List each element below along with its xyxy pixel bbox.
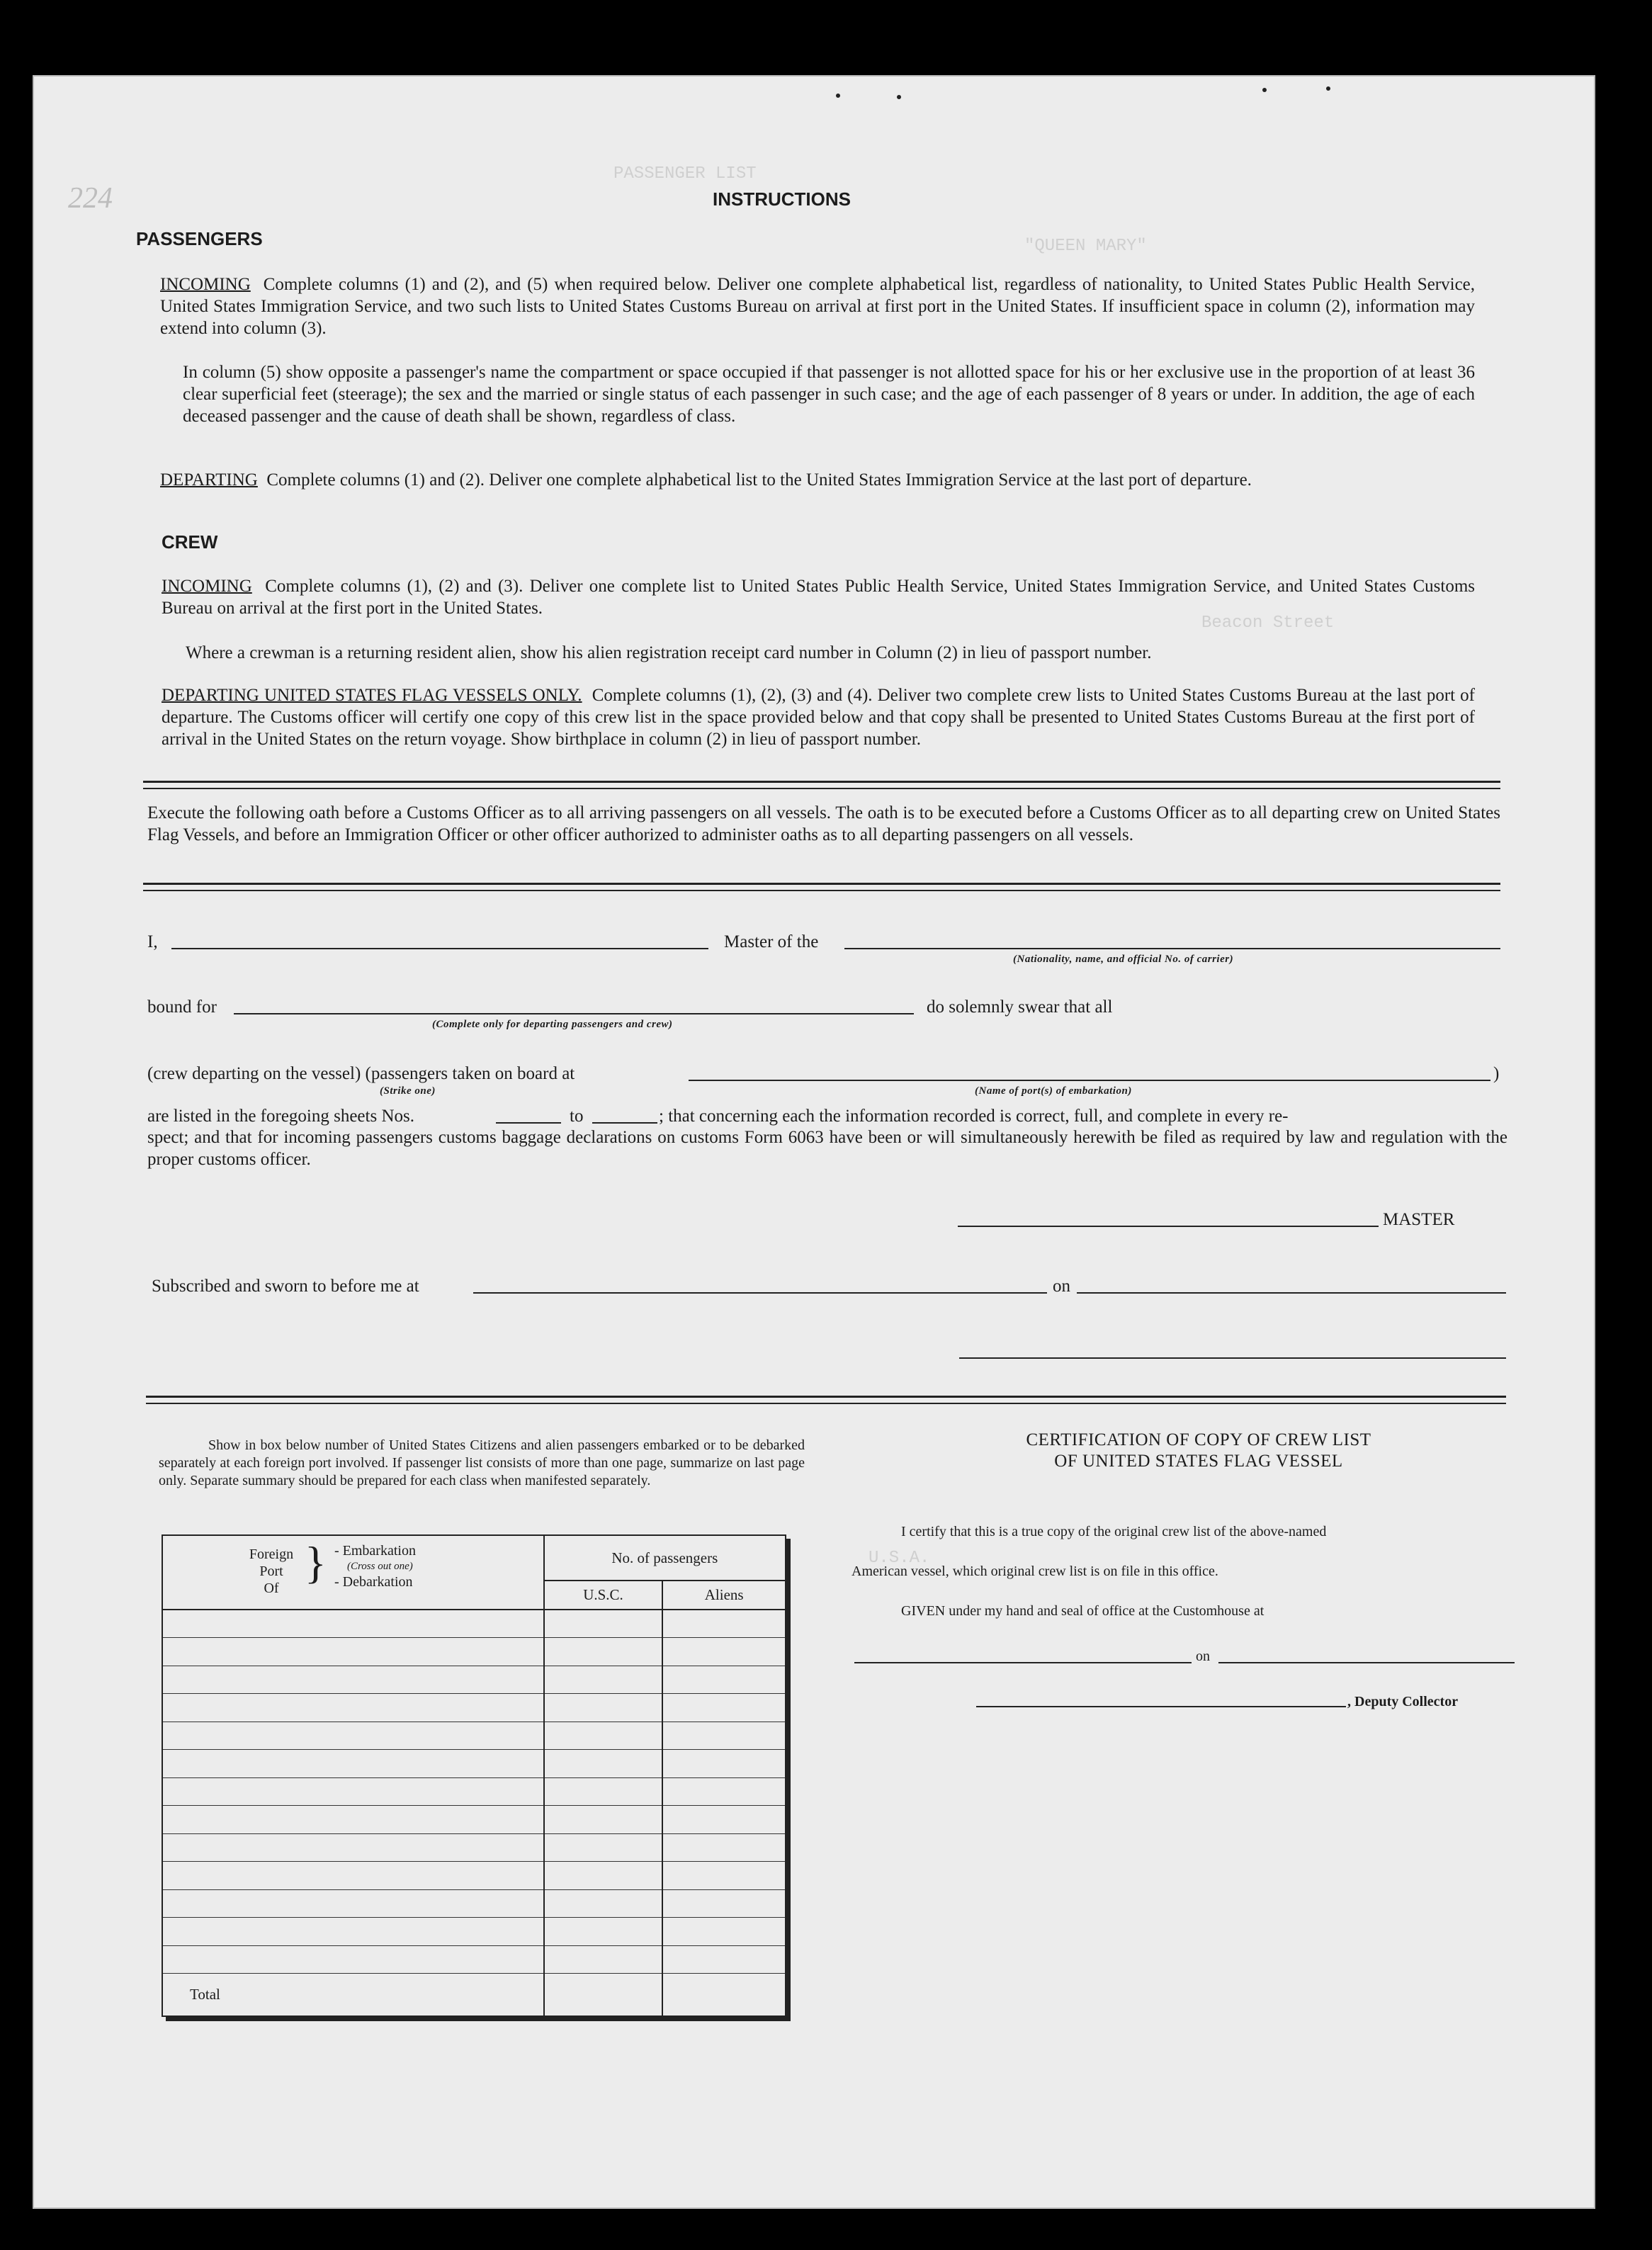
usc-cell[interactable] xyxy=(544,1806,663,1834)
oath-intro: Execute the following oath before a Customs Officer as to all arriving passengers on all vessels. The oath is to be executed before a Customs Officer as to all departing crew on United States Flag Vessels, and before an Immigration Officer or other officer authorized to administer oaths as to all departing passengers on all vessels. xyxy=(147,803,1500,844)
certification-text-2: American vessel, which original crew list is on file in this office. xyxy=(852,1564,1218,1579)
aliens-cell[interactable] xyxy=(662,1889,786,1918)
port-cell[interactable] xyxy=(162,1694,544,1722)
deputy-signature-field[interactable] xyxy=(976,1706,1346,1707)
port-cell[interactable] xyxy=(162,1889,544,1918)
passengers-departing-label: DEPARTING xyxy=(160,470,258,490)
passengers-incoming-label: INCOMING xyxy=(160,275,251,294)
double-rule xyxy=(143,781,1500,789)
table-row xyxy=(162,1610,786,1638)
bound-for-label: bound for xyxy=(147,997,217,1017)
port-cell[interactable] xyxy=(162,1918,544,1946)
listed-sheets-text-c: spect; and that for incoming passengers customs baggage declarations on customs Form 6063 have been or will simultaneously herewith be filed as required by law and regulation with the proper customs officer. xyxy=(147,1128,1507,1169)
to-label: to xyxy=(570,1107,584,1126)
port-cell[interactable] xyxy=(162,1638,544,1666)
certification-on-label: on xyxy=(1196,1649,1210,1664)
master-name-field[interactable] xyxy=(171,948,708,949)
usc-cell[interactable] xyxy=(544,1889,663,1918)
page-title: INSTRUCTIONS xyxy=(713,188,851,210)
passenger-summary-table xyxy=(162,1534,786,2017)
port-cell[interactable] xyxy=(162,1777,544,1806)
port-caption: (Name of port(s) of embarkation) xyxy=(975,1085,1132,1097)
flag-vessels-text: Complete columns (1), (2), (3) and (4). Deliver two complete crew lists to United States Customs Bureau at the last port of departure. The Customs officer will certify one copy of this crew list in the space provided below and that copy shall be presented to United States Customs Bureau at the first port of arrival in the United States on the return voyage. Show birthplace in column (2) in lieu of passport number. xyxy=(162,686,1475,749)
table-row xyxy=(162,1918,786,1946)
close-paren: ) xyxy=(1493,1064,1500,1083)
usc-cell[interactable] xyxy=(544,1918,663,1946)
certification-text-1: I certify that this is a true copy of the original crew list of the above-named xyxy=(901,1524,1327,1539)
aliens-cell[interactable] xyxy=(662,1666,786,1694)
strike-caption: (Strike one) xyxy=(380,1085,436,1097)
master-label: MASTER xyxy=(1383,1210,1455,1229)
aliens-cell[interactable] xyxy=(662,1610,786,1638)
foreign-port-of-label: Foreign Port Of xyxy=(249,1547,294,1596)
no-passengers-header: No. of passengers xyxy=(544,1535,786,1581)
aliens-cell[interactable] xyxy=(662,1806,786,1834)
listed-sheets-text: are listed in the foregoing sheets Nos. xyxy=(147,1107,414,1126)
passengers-heading: PASSENGERS xyxy=(136,228,263,249)
table-row xyxy=(162,1862,786,1890)
usc-cell[interactable] xyxy=(544,1722,663,1750)
passengers-incoming-paragraph xyxy=(160,273,1475,339)
aliens-cell[interactable] xyxy=(662,1777,786,1806)
usc-cell[interactable] xyxy=(544,1638,663,1666)
port-cell[interactable] xyxy=(162,1666,544,1694)
form-page xyxy=(33,75,1595,2209)
margin-handwriting: 224 xyxy=(68,182,113,215)
port-cell[interactable] xyxy=(162,1862,544,1890)
embark-debark-label: - Embarkation (Cross out one) - Debarkation xyxy=(334,1543,416,1590)
table-row xyxy=(162,1750,786,1778)
aliens-cell[interactable] xyxy=(662,1750,786,1778)
master-signature-field[interactable] xyxy=(958,1226,1379,1227)
sworn-date-field[interactable] xyxy=(1077,1292,1506,1294)
bleed-through-text: "QUEEN MARY" xyxy=(1024,237,1147,256)
port-cell[interactable] xyxy=(162,1722,544,1750)
summary-note: Show in box below number of United States Citizens and alien passengers embarked or to be debarked separately at each foreign port involved. If passenger list consists of more than one page, summarize on last page only. Separate summary should be prepared for each class when manifested separately. xyxy=(159,1437,805,1488)
total-label: Total xyxy=(162,1974,544,2016)
customhouse-field[interactable] xyxy=(854,1662,1192,1663)
strike-one-text: (crew departing on the vessel) (passengers taken on board at xyxy=(147,1064,575,1083)
table-row xyxy=(162,1694,786,1722)
crew-heading: CREW xyxy=(162,531,218,553)
usc-cell[interactable] xyxy=(544,1750,663,1778)
certification-date-field[interactable] xyxy=(1218,1662,1515,1663)
total-usc-cell[interactable] xyxy=(544,1974,663,2016)
crew-incoming-label: INCOMING xyxy=(162,577,252,596)
bound-for-field[interactable] xyxy=(234,1013,914,1014)
scan-speck xyxy=(1326,86,1330,91)
swear-label: do solemnly swear that all xyxy=(927,997,1113,1017)
aliens-cell[interactable] xyxy=(662,1722,786,1750)
usc-header: U.S.C. xyxy=(544,1581,663,1610)
port-cell[interactable] xyxy=(162,1945,544,1974)
sheet-to-field[interactable] xyxy=(592,1122,657,1124)
usc-cell[interactable] xyxy=(544,1666,663,1694)
usc-cell[interactable] xyxy=(544,1945,663,1974)
table-row xyxy=(162,1806,786,1834)
brace-icon: } xyxy=(305,1537,327,1588)
flag-vessels-label: DEPARTING UNITED STATES FLAG VESSELS ONLY. xyxy=(162,686,582,705)
port-of-embarkation-field[interactable] xyxy=(689,1080,1490,1081)
usc-cell[interactable] xyxy=(544,1610,663,1638)
port-cell[interactable] xyxy=(162,1750,544,1778)
table-row xyxy=(162,1889,786,1918)
passengers-departing-text: Complete columns (1) and (2). Deliver one complete alphabetical list to the United States Immigration Service at the last port of departure. xyxy=(266,470,1252,490)
double-rule xyxy=(143,883,1500,891)
table-row xyxy=(162,1722,786,1750)
table-row xyxy=(162,1945,786,1974)
table-row xyxy=(162,1833,786,1862)
scan-speck xyxy=(897,95,901,99)
aliens-cell[interactable] xyxy=(662,1833,786,1862)
port-cell[interactable] xyxy=(162,1833,544,1862)
column5-paragraph: In column (5) show opposite a passenger's name the compartment or space occupied if that passenger is not allotted space for his or her exclusive use in the proportion of at least 36 clear superficial feet (steerage); the sex and the married or single status of each passenger in such case; and the age of each passenger of 8 years or under. In addition, the age of each deceased passenger and the cause of death shall be shown, regardless of class. xyxy=(183,363,1475,426)
scan-speck xyxy=(836,94,840,98)
double-rule xyxy=(146,1396,1506,1404)
bound-caption: (Complete only for departing passengers and crew) xyxy=(432,1019,673,1030)
aliens-cell[interactable] xyxy=(662,1918,786,1946)
subscribed-label: Subscribed and sworn to before me at xyxy=(152,1277,419,1296)
flag-vessels-paragraph xyxy=(162,684,1475,750)
usc-cell[interactable] xyxy=(544,1833,663,1862)
total-aliens-cell[interactable] xyxy=(662,1974,786,2016)
table-row xyxy=(162,1638,786,1666)
port-cell[interactable] xyxy=(162,1806,544,1834)
usc-cell[interactable] xyxy=(544,1777,663,1806)
passengers-incoming-text: Complete columns (1) and (2), and (5) when required below. Deliver one complete alphabetical list, regardless of nationality, to United States Public Health Service, United States Immigration Service, and two such lists to United States Customs Bureau on arrival at first port in the United States. If insufficient space in column (2), information may extend into column (3). xyxy=(160,275,1476,338)
officer-signature-field[interactable] xyxy=(959,1357,1506,1359)
port-cell[interactable] xyxy=(162,1610,544,1638)
table-row xyxy=(162,1666,786,1694)
crew-incoming-paragraph xyxy=(162,575,1475,619)
certification-text-3: GIVEN under my hand and seal of office at the Customhouse at xyxy=(901,1603,1265,1619)
usc-cell[interactable] xyxy=(544,1694,663,1722)
bleed-through-text: PASSENGER LIST xyxy=(613,164,757,183)
carrier-field[interactable] xyxy=(844,948,1500,949)
aliens-cell[interactable] xyxy=(662,1945,786,1974)
total-row xyxy=(162,1974,786,2016)
aliens-cell[interactable] xyxy=(662,1638,786,1666)
crewman-paragraph: Where a crewman is a returning resident alien, show his alien registration receipt card number in Column (2) in lieu of passport number. xyxy=(186,643,1152,662)
table-row xyxy=(162,1777,786,1806)
aliens-cell[interactable] xyxy=(662,1862,786,1890)
scan-speck xyxy=(1262,88,1267,92)
bleed-through-text: U.S.A. xyxy=(869,1549,930,1568)
bleed-through-text: Beacon Street xyxy=(1201,614,1335,633)
crew-incoming-text: Complete columns (1), (2) and (3). Deliver one complete list to United States Public Health Service, United States Immigration Service, and United States Customs Bureau on arrival at the first port in the United States. xyxy=(162,577,1476,618)
certification-title: CERTIFICATION OF COPY OF CREW LIST OF UNITED STATES FLAG VESSEL xyxy=(1026,1430,1371,1471)
aliens-cell[interactable] xyxy=(662,1694,786,1722)
passengers-departing-paragraph xyxy=(160,469,1475,491)
port-header-cell xyxy=(162,1535,544,1610)
deputy-collector-label: , Deputy Collector xyxy=(1347,1694,1459,1709)
sheet-from-field[interactable] xyxy=(496,1122,561,1124)
oath-i-label: I, xyxy=(147,932,158,951)
listed-sheets-text-b: ; that concerning each the information recorded is correct, full, and complete in every re- xyxy=(659,1107,1289,1126)
carrier-caption: (Nationality, name, and official No. of carrier) xyxy=(1013,954,1234,965)
usc-cell[interactable] xyxy=(544,1862,663,1890)
sworn-on-label: on xyxy=(1053,1277,1070,1296)
master-of-the-label: Master of the xyxy=(724,932,819,951)
aliens-header: Aliens xyxy=(662,1581,786,1610)
sworn-at-field[interactable] xyxy=(473,1292,1047,1294)
